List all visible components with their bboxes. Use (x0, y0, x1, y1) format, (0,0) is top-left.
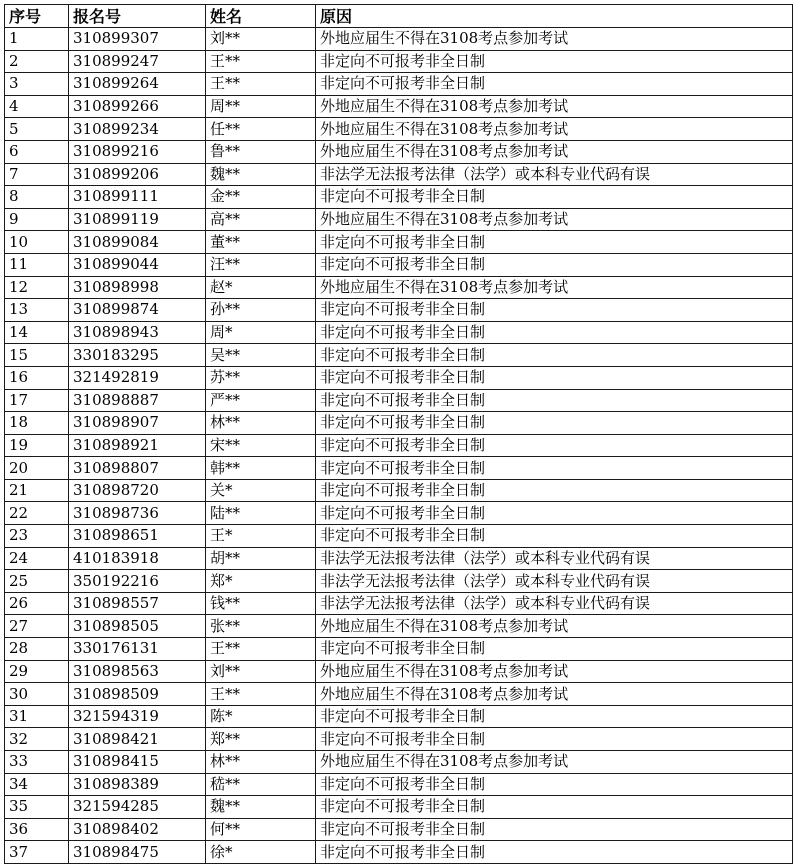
cell-reason: 外地应届生不得在3108考点参加考试 (316, 118, 793, 141)
cell-name: 孙** (206, 299, 316, 322)
cell-serial: 8 (5, 186, 69, 209)
cell-serial: 16 (5, 366, 69, 389)
table-row (5, 479, 793, 502)
table-row (5, 276, 793, 299)
cell-registration-number: 310898720 (69, 479, 206, 502)
cell-reason: 外地应届生不得在3108考点参加考试 (316, 140, 793, 163)
cell-serial: 21 (5, 479, 69, 502)
cell-registration-number: 310899247 (69, 50, 206, 73)
cell-reason: 非定向不可报考非全日制 (316, 502, 793, 525)
cell-serial: 19 (5, 434, 69, 457)
cell-reason: 外地应届生不得在3108考点参加考试 (316, 615, 793, 638)
cell-reason: 非定向不可报考非全日制 (316, 231, 793, 254)
cell-registration-number: 321492819 (69, 366, 206, 389)
cell-registration-number: 310899044 (69, 253, 206, 276)
cell-reason: 非定向不可报考非全日制 (316, 818, 793, 841)
cell-name: 赵* (206, 276, 316, 299)
cell-reason: 非定向不可报考非全日制 (316, 366, 793, 389)
table-row (5, 705, 793, 728)
cell-serial: 15 (5, 344, 69, 367)
header-row (5, 5, 793, 28)
cell-serial: 29 (5, 660, 69, 683)
table-row (5, 592, 793, 615)
cell-name: 宋** (206, 434, 316, 457)
cell-registration-number: 310898402 (69, 818, 206, 841)
cell-name: 魏** (206, 163, 316, 186)
cell-registration-number: 310898651 (69, 525, 206, 548)
cell-name: 刘** (206, 660, 316, 683)
header-cell-reason: 原因 (316, 5, 793, 28)
table-row (5, 208, 793, 231)
table-row (5, 118, 793, 141)
cell-name: 鲁** (206, 140, 316, 163)
cell-reason: 非法学无法报考法律（法学）或本科专业代码有误 (316, 547, 793, 570)
cell-registration-number: 310898557 (69, 592, 206, 615)
cell-reason: 非定向不可报考非全日制 (316, 773, 793, 796)
table-header (5, 5, 793, 28)
cell-name: 王** (206, 683, 316, 706)
cell-name: 关* (206, 479, 316, 502)
table-row (5, 389, 793, 412)
table-row (5, 253, 793, 276)
cell-registration-number: 321594285 (69, 796, 206, 819)
cell-serial: 12 (5, 276, 69, 299)
cell-name: 周** (206, 95, 316, 118)
cell-reason: 非定向不可报考非全日制 (316, 841, 793, 864)
cell-registration-number: 410183918 (69, 547, 206, 570)
cell-registration-number: 310898921 (69, 434, 206, 457)
cell-reason: 非定向不可报考非全日制 (316, 344, 793, 367)
cell-registration-number: 310898509 (69, 683, 206, 706)
cell-reason: 外地应届生不得在3108考点参加考试 (316, 208, 793, 231)
cell-name: 董** (206, 231, 316, 254)
cell-reason: 外地应届生不得在3108考点参加考试 (316, 660, 793, 683)
cell-registration-number: 310898563 (69, 660, 206, 683)
cell-serial: 1 (5, 28, 69, 51)
cell-serial: 35 (5, 796, 69, 819)
cell-registration-number: 310899234 (69, 118, 206, 141)
rejection-list-sheet (4, 4, 792, 864)
cell-registration-number: 310898907 (69, 412, 206, 435)
cell-name: 林** (206, 412, 316, 435)
cell-serial: 4 (5, 95, 69, 118)
table-row (5, 344, 793, 367)
table-row (5, 728, 793, 751)
cell-serial: 37 (5, 841, 69, 864)
cell-serial: 6 (5, 140, 69, 163)
table-row (5, 434, 793, 457)
cell-reason: 非定向不可报考非全日制 (316, 299, 793, 322)
table-row (5, 457, 793, 480)
cell-serial: 27 (5, 615, 69, 638)
cell-registration-number: 310899216 (69, 140, 206, 163)
cell-name: 任** (206, 118, 316, 141)
table-row (5, 615, 793, 638)
cell-registration-number: 310899111 (69, 186, 206, 209)
header-cell-registration-number: 报名号 (69, 5, 206, 28)
cell-reason: 非定向不可报考非全日制 (316, 50, 793, 73)
cell-reason: 外地应届生不得在3108考点参加考试 (316, 683, 793, 706)
cell-serial: 32 (5, 728, 69, 751)
table-row (5, 751, 793, 774)
cell-name: 林** (206, 751, 316, 774)
cell-serial: 36 (5, 818, 69, 841)
cell-name: 陈* (206, 705, 316, 728)
cell-serial: 9 (5, 208, 69, 231)
table-row (5, 73, 793, 96)
table-row (5, 547, 793, 570)
cell-registration-number: 310898415 (69, 751, 206, 774)
cell-serial: 18 (5, 412, 69, 435)
cell-registration-number: 310899307 (69, 28, 206, 51)
cell-name: 金** (206, 186, 316, 209)
cell-name: 王** (206, 50, 316, 73)
cell-registration-number: 330176131 (69, 638, 206, 661)
table-row (5, 818, 793, 841)
table-row (5, 140, 793, 163)
cell-name: 周* (206, 321, 316, 344)
cell-name: 苏** (206, 366, 316, 389)
cell-registration-number: 310898943 (69, 321, 206, 344)
cell-name: 汪** (206, 253, 316, 276)
cell-serial: 17 (5, 389, 69, 412)
cell-reason: 非法学无法报考法律（法学）或本科专业代码有误 (316, 163, 793, 186)
cell-name: 嵇** (206, 773, 316, 796)
cell-registration-number: 310899266 (69, 95, 206, 118)
cell-serial: 20 (5, 457, 69, 480)
cell-reason: 非定向不可报考非全日制 (316, 479, 793, 502)
cell-serial: 34 (5, 773, 69, 796)
cell-name: 何** (206, 818, 316, 841)
table-row (5, 163, 793, 186)
cell-name: 王* (206, 525, 316, 548)
cell-registration-number: 310898421 (69, 728, 206, 751)
cell-serial: 26 (5, 592, 69, 615)
cell-registration-number: 310898998 (69, 276, 206, 299)
table-row (5, 525, 793, 548)
table-row (5, 570, 793, 593)
header-cell-name: 姓名 (206, 5, 316, 28)
cell-serial: 13 (5, 299, 69, 322)
cell-registration-number: 310898736 (69, 502, 206, 525)
cell-registration-number: 310898887 (69, 389, 206, 412)
cell-registration-number: 310899206 (69, 163, 206, 186)
cell-serial: 33 (5, 751, 69, 774)
table-row (5, 186, 793, 209)
cell-reason: 外地应届生不得在3108考点参加考试 (316, 276, 793, 299)
table-row (5, 841, 793, 864)
cell-serial: 31 (5, 705, 69, 728)
table-row (5, 638, 793, 661)
cell-registration-number: 310898475 (69, 841, 206, 864)
cell-name: 刘** (206, 28, 316, 51)
table-row (5, 412, 793, 435)
table-row (5, 231, 793, 254)
cell-serial: 14 (5, 321, 69, 344)
cell-serial: 24 (5, 547, 69, 570)
cell-registration-number: 310898389 (69, 773, 206, 796)
cell-reason: 非定向不可报考非全日制 (316, 186, 793, 209)
cell-reason: 非定向不可报考非全日制 (316, 253, 793, 276)
cell-registration-number: 310899084 (69, 231, 206, 254)
cell-serial: 3 (5, 73, 69, 96)
cell-reason: 非定向不可报考非全日制 (316, 412, 793, 435)
header-cell-serial: 序号 (5, 5, 69, 28)
cell-name: 吴** (206, 344, 316, 367)
table-row (5, 28, 793, 51)
cell-registration-number: 310898505 (69, 615, 206, 638)
cell-name: 魏** (206, 796, 316, 819)
cell-name: 高** (206, 208, 316, 231)
cell-reason: 非定向不可报考非全日制 (316, 389, 793, 412)
table-row (5, 366, 793, 389)
cell-name: 郑* (206, 570, 316, 593)
cell-serial: 28 (5, 638, 69, 661)
cell-reason: 外地应届生不得在3108考点参加考试 (316, 95, 793, 118)
cell-name: 王** (206, 638, 316, 661)
cell-reason: 非定向不可报考非全日制 (316, 796, 793, 819)
table-row (5, 796, 793, 819)
table-row (5, 321, 793, 344)
cell-reason: 非定向不可报考非全日制 (316, 728, 793, 751)
cell-registration-number: 310898807 (69, 457, 206, 480)
rejection-table (4, 4, 793, 864)
cell-registration-number: 310899874 (69, 299, 206, 322)
table-row (5, 683, 793, 706)
cell-name: 韩** (206, 457, 316, 480)
cell-serial: 22 (5, 502, 69, 525)
table-row (5, 502, 793, 525)
cell-serial: 10 (5, 231, 69, 254)
cell-reason: 非定向不可报考非全日制 (316, 73, 793, 96)
table-row (5, 773, 793, 796)
cell-reason: 非定向不可报考非全日制 (316, 525, 793, 548)
cell-reason: 非定向不可报考非全日制 (316, 457, 793, 480)
cell-name: 徐* (206, 841, 316, 864)
cell-reason: 外地应届生不得在3108考点参加考试 (316, 28, 793, 51)
cell-reason: 非定向不可报考非全日制 (316, 434, 793, 457)
table-body (5, 28, 793, 864)
table-row (5, 95, 793, 118)
cell-registration-number: 350192216 (69, 570, 206, 593)
cell-serial: 23 (5, 525, 69, 548)
cell-reason: 外地应届生不得在3108考点参加考试 (316, 751, 793, 774)
table-row (5, 50, 793, 73)
cell-serial: 2 (5, 50, 69, 73)
cell-serial: 25 (5, 570, 69, 593)
cell-name: 郑** (206, 728, 316, 751)
cell-name: 张** (206, 615, 316, 638)
cell-name: 严** (206, 389, 316, 412)
table-row (5, 660, 793, 683)
cell-registration-number: 310899264 (69, 73, 206, 96)
cell-serial: 30 (5, 683, 69, 706)
cell-name: 王** (206, 73, 316, 96)
cell-reason: 非定向不可报考非全日制 (316, 321, 793, 344)
cell-name: 陆** (206, 502, 316, 525)
cell-name: 钱** (206, 592, 316, 615)
cell-serial: 7 (5, 163, 69, 186)
cell-reason: 非定向不可报考非全日制 (316, 705, 793, 728)
cell-serial: 11 (5, 253, 69, 276)
cell-reason: 非法学无法报考法律（法学）或本科专业代码有误 (316, 570, 793, 593)
cell-registration-number: 321594319 (69, 705, 206, 728)
cell-serial: 5 (5, 118, 69, 141)
cell-registration-number: 330183295 (69, 344, 206, 367)
cell-registration-number: 310899119 (69, 208, 206, 231)
cell-name: 胡** (206, 547, 316, 570)
cell-reason: 非定向不可报考非全日制 (316, 638, 793, 661)
table-row (5, 299, 793, 322)
cell-reason: 非法学无法报考法律（法学）或本科专业代码有误 (316, 592, 793, 615)
